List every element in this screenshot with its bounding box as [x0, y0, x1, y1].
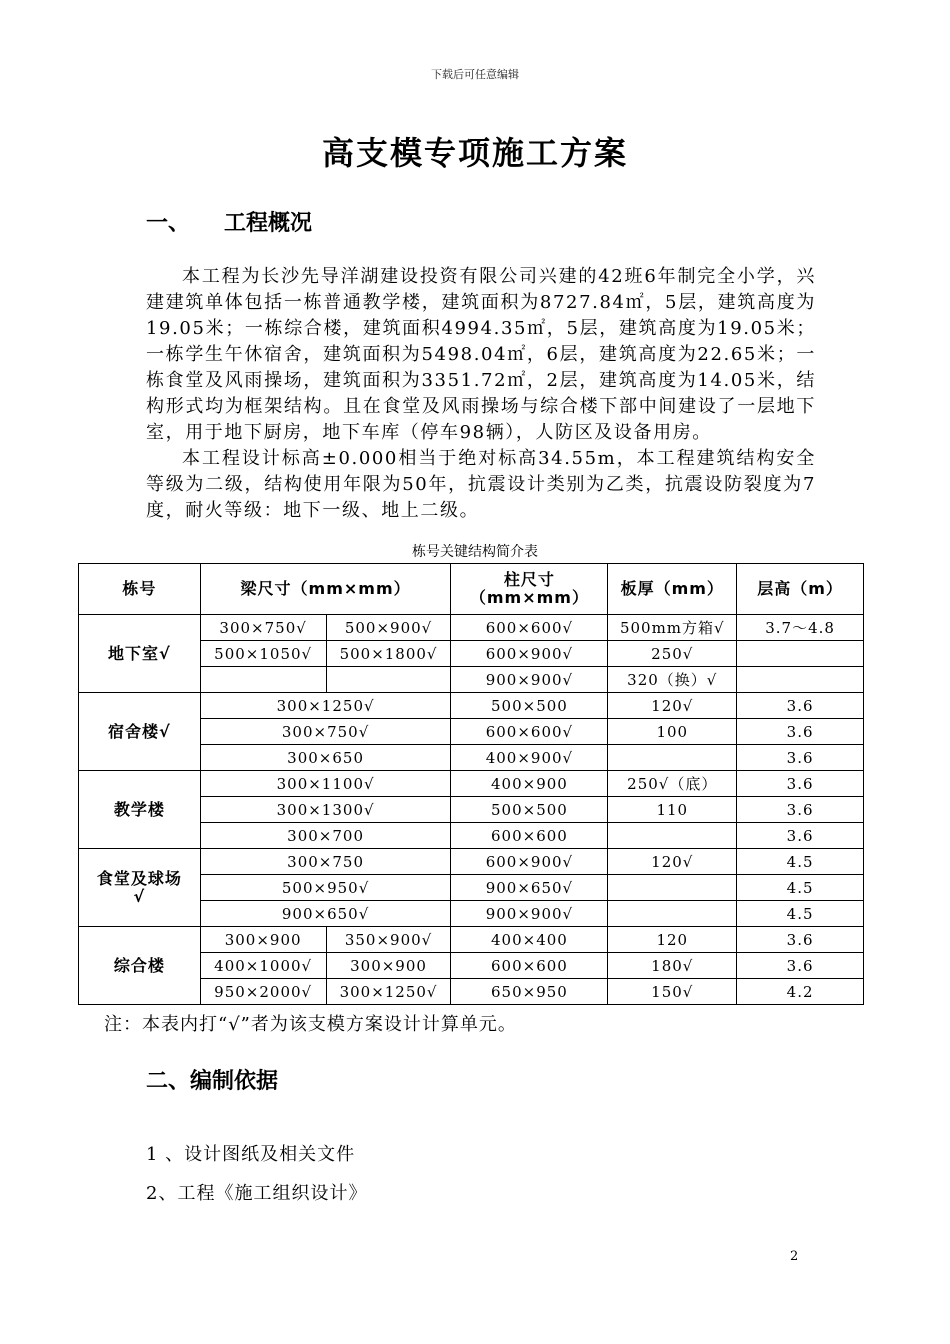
height-cell: 3.7～4.8 — [737, 615, 864, 641]
basis-item-2: 2、工程《施工组织设计》 — [146, 1183, 368, 1204]
beam-cell: 300×1300√ — [200, 797, 451, 823]
column-cell: 600×600√ — [451, 615, 608, 641]
slab-cell: 150√ — [608, 979, 737, 1005]
beam-cell: 300×1250√ — [200, 693, 451, 719]
slab-cell: 250√ — [608, 641, 737, 667]
height-cell: 3.6 — [737, 797, 864, 823]
column-cell: 600×900√ — [451, 849, 608, 875]
slab-cell: 120 — [608, 927, 737, 953]
project-overview — [146, 264, 816, 524]
building-name-line1: 食堂及球场 — [96, 868, 182, 888]
slab-cell: 120√ — [608, 693, 737, 719]
header-beam: 梁尺寸（mm×mm） — [200, 564, 451, 615]
building-name-line2: √ — [133, 886, 146, 906]
column-cell: 900×900√ — [451, 901, 608, 927]
table-caption: 栋号关键结构简介表 — [412, 544, 538, 560]
height-cell: 4.5 — [737, 901, 864, 927]
building-name: 宿舍楼√ — [79, 693, 201, 771]
beam-cell: 950×2000√ — [200, 979, 326, 1005]
beam-cell: 300×1250√ — [326, 979, 451, 1005]
header-slab: 板厚（mm） — [608, 564, 737, 615]
beam-cell: 500×950√ — [200, 875, 451, 901]
column-cell: 400×400 — [451, 927, 608, 953]
beam-cell: 500×900√ — [326, 615, 451, 641]
height-cell — [737, 641, 864, 667]
beam-cell: 400×1000√ — [200, 953, 326, 979]
column-cell: 900×900√ — [451, 667, 608, 693]
slab-cell: 110 — [608, 797, 737, 823]
column-cell: 400×900 — [451, 771, 608, 797]
beam-cell: 300×750 — [200, 849, 451, 875]
document-title: 高支模专项施工方案 — [321, 134, 628, 172]
column-cell: 500×500 — [451, 797, 608, 823]
table-row — [79, 927, 864, 953]
slab-cell: 500mm方箱√ — [608, 615, 737, 641]
building-name — [79, 849, 201, 927]
section-1-heading — [146, 206, 312, 237]
beam-cell: 300×750√ — [200, 615, 326, 641]
section-1-number: 一、 — [146, 211, 191, 236]
height-cell: 4.2 — [737, 979, 864, 1005]
height-cell: 4.5 — [737, 875, 864, 901]
beam-cell: 500×1800√ — [326, 641, 451, 667]
beam-cell — [200, 667, 326, 693]
building-name: 教学楼 — [79, 771, 201, 849]
column-cell: 400×900√ — [451, 745, 608, 771]
beam-cell: 300×900 — [200, 927, 326, 953]
height-cell: 4.5 — [737, 849, 864, 875]
table-header-row — [79, 564, 864, 615]
section-1-title: 工程概况 — [224, 211, 313, 236]
table-row — [79, 771, 864, 797]
height-cell: 3.6 — [737, 745, 864, 771]
header-column-line2: （mm×mm） — [469, 588, 589, 607]
header-height: 层高（m） — [737, 564, 864, 615]
table-row — [79, 615, 864, 641]
header-building: 栋号 — [79, 564, 201, 615]
height-cell: 3.6 — [737, 927, 864, 953]
column-cell: 600×900√ — [451, 641, 608, 667]
height-cell: 3.6 — [737, 693, 864, 719]
column-cell: 900×650√ — [451, 875, 608, 901]
slab-cell: 250√（底） — [608, 771, 737, 797]
page-number: 2 — [790, 1249, 799, 1264]
beam-cell: 300×1100√ — [200, 771, 451, 797]
slab-cell — [608, 901, 737, 927]
header-column — [451, 564, 608, 615]
slab-cell: 180√ — [608, 953, 737, 979]
table-row — [79, 693, 864, 719]
height-cell: 3.6 — [737, 771, 864, 797]
column-cell: 500×500 — [451, 693, 608, 719]
slab-cell — [608, 823, 737, 849]
building-name: 综合楼 — [79, 927, 201, 1005]
slab-cell: 120√ — [608, 849, 737, 875]
height-cell: 3.6 — [737, 953, 864, 979]
height-cell — [737, 667, 864, 693]
slab-cell — [608, 875, 737, 901]
table-row — [79, 849, 864, 875]
slab-cell: 320（换）√ — [608, 667, 737, 693]
beam-cell: 350×900√ — [326, 927, 451, 953]
beam-cell: 300×700 — [200, 823, 451, 849]
height-cell: 3.6 — [737, 719, 864, 745]
header-note: 下载后可任意编辑 — [431, 68, 519, 81]
basis-item-1: 1 、设计图纸及相关文件 — [146, 1144, 356, 1165]
column-cell: 600×600 — [451, 953, 608, 979]
beam-cell: 300×900 — [326, 953, 451, 979]
building-name: 地下室√ — [79, 615, 201, 693]
beam-cell: 900×650√ — [200, 901, 451, 927]
column-cell: 650×950 — [451, 979, 608, 1005]
section-2-heading: 二、编制依据 — [146, 1069, 279, 1094]
slab-cell — [608, 745, 737, 771]
height-cell: 3.6 — [737, 823, 864, 849]
overview-paragraph-2: 本工程设计标高±0.000相当于绝对标高34.55m，本工程建筑结构安全等级为二级，结构使用年限为50年，抗震设计类别为乙类，抗震设防裂度为7度，耐火等级：地下一级、地上二级。 — [146, 448, 816, 521]
overview-paragraph-1: 本工程为长沙先导洋湖建设投资有限公司兴建的42班6年制完全小学，兴建建筑单体包括一栋普通教学楼，建筑面积为8727.84㎡，5层，建筑高度为19.05米；一栋综合楼，建筑面积4994.35㎡，5层，建筑高度为19.05米；一栋学生午休宿舍，建筑面积为5498.04㎡，6层，建筑高度为22.65米；一栋食堂及风雨操场，建筑面积为3351.72㎡，2层，建筑高度为14.05米，结构形式均为框架结构。且在食堂及风雨操场与综合楼下部中间建设了一层地下室，用于地下厨房，地下车库（停车98辆），人防区及设备用房。 — [146, 266, 816, 443]
beam-cell: 500×1050√ — [200, 641, 326, 667]
beam-cell — [326, 667, 451, 693]
header-column-line1: 柱尺寸 — [503, 570, 555, 589]
column-cell: 600×600 — [451, 823, 608, 849]
column-cell: 600×600√ — [451, 719, 608, 745]
beam-cell: 300×650 — [200, 745, 451, 771]
beam-cell: 300×750√ — [200, 719, 451, 745]
slab-cell: 100 — [608, 719, 737, 745]
table-note: 注：本表内打“√”者为该支模方案设计计算单元。 — [104, 1014, 517, 1035]
structure-table — [78, 563, 864, 1005]
